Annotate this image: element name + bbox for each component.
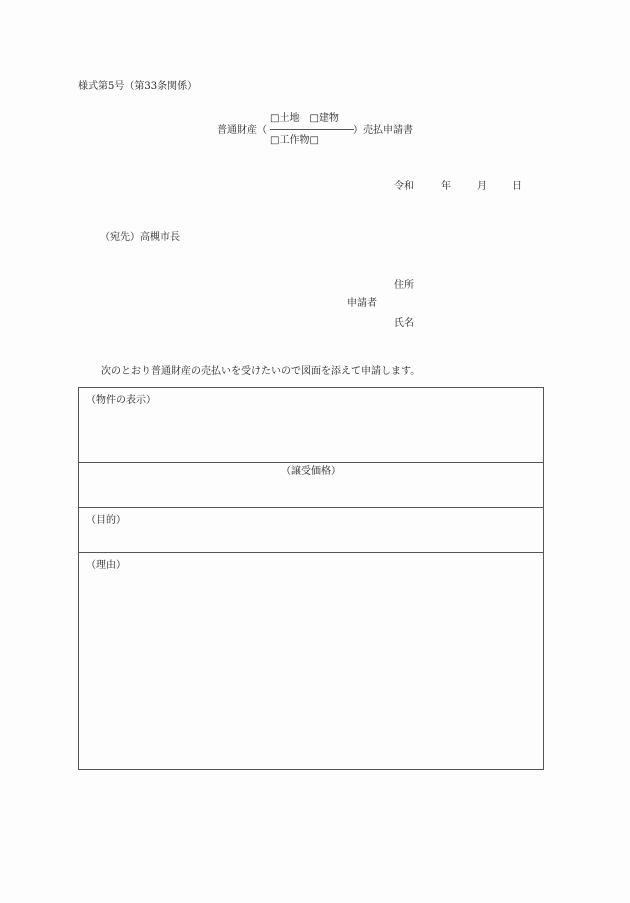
application-table bbox=[78, 387, 544, 770]
reason-row[interactable] bbox=[79, 553, 543, 769]
title-options-bottom: □工作物□ bbox=[270, 135, 319, 146]
date-era: 令和 bbox=[394, 181, 414, 192]
addressee: （宛先）高槻市長 bbox=[100, 232, 180, 243]
property-row[interactable] bbox=[79, 388, 543, 463]
date-day-label: 日 bbox=[512, 181, 522, 192]
title-prefix: 普通財産（ bbox=[217, 125, 267, 136]
applicant-name-label: 氏名 bbox=[394, 318, 414, 329]
purpose-row[interactable] bbox=[79, 508, 543, 553]
price-label: （譲受価格） bbox=[281, 466, 341, 477]
date-year-label: 年 bbox=[441, 181, 451, 192]
date-month-label: 月 bbox=[477, 181, 487, 192]
applicant-address-label: 住所 bbox=[394, 280, 414, 291]
title-options-divider bbox=[270, 129, 354, 130]
form-number: 様式第5号（第33条関係） bbox=[78, 81, 198, 92]
title-options-top: □土地 □建物 bbox=[270, 113, 339, 124]
reason-label: （理由） bbox=[86, 560, 126, 571]
statement: 次のとおり普通財産の売払いを受けたいので図面を添えて申請します。 bbox=[101, 366, 421, 377]
title-suffix: ）売払申請書 bbox=[353, 125, 413, 136]
price-row[interactable] bbox=[79, 463, 543, 508]
purpose-label: （目的） bbox=[86, 515, 126, 526]
property-label: （物件の表示） bbox=[86, 395, 156, 406]
applicant-label: 申請者 bbox=[347, 298, 377, 309]
